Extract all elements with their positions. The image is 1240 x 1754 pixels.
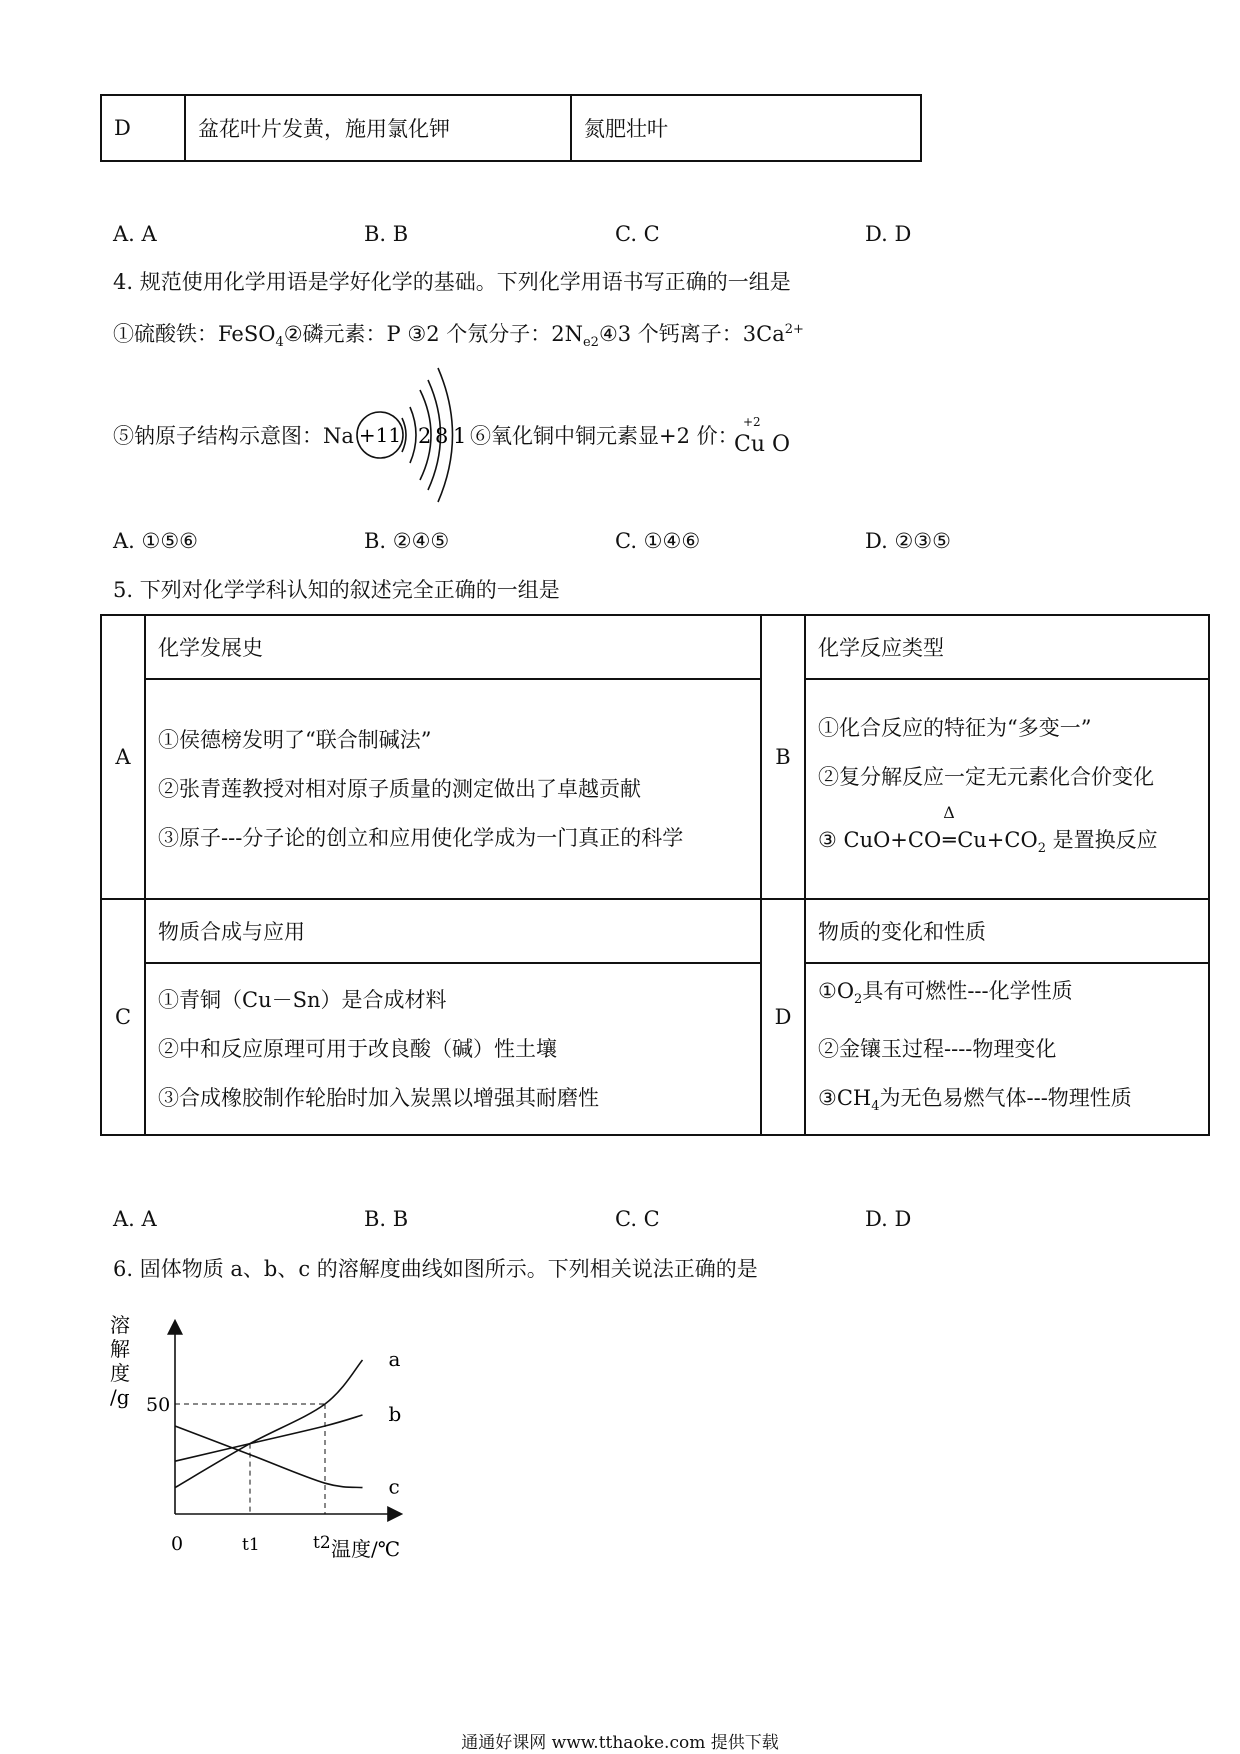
q4-item-4-sup: 2+ [784, 322, 804, 337]
q4-item-1: ①硫酸铁：FeSO [113, 322, 276, 346]
q5-a-item-2: ②张青莲教授对相对原子质量的测定做出了卓越贡献 [158, 776, 641, 801]
q5-d-item-3 [818, 1074, 1196, 1131]
shell-count-3: 1 [453, 424, 467, 448]
q4-item-2-3: ②磷元素：P ③2 个氖分子：2N [283, 322, 583, 346]
solubility-chart [108, 1300, 428, 1585]
curve-b [175, 1415, 363, 1461]
q5-option-c[interactable]: C. C [615, 1207, 660, 1231]
q5-b-item-3-sub: 2 [1037, 841, 1046, 857]
curve-label-a: a [388, 1347, 401, 1371]
q5-d-item-1-pre: ①O [818, 979, 855, 1004]
q5-a-item-1: ①侯德榜发明了“联合制碱法” [158, 727, 432, 752]
q3-row-reason: 氮肥壮叶 [571, 95, 921, 161]
q5-table [100, 614, 1210, 1136]
y-axis-label-0: 溶 [110, 1313, 130, 1337]
q5-a-item-3: ③原子---分子论的创立和应用使化学成为一门真正的科学 [158, 825, 684, 850]
shell-count-1: 2 [418, 424, 432, 448]
q4-stem: 4. 规范使用化学用语是学好化学的基础。下列化学用语书写正确的一组是 [113, 270, 791, 294]
q3-option-a[interactable]: A. A [113, 222, 157, 246]
q5-b-item-3-pre: ③ CuO+CO [818, 828, 942, 853]
curve-label-c: c [388, 1474, 400, 1499]
q5-b-header: 化学反应类型 [805, 615, 1209, 679]
q4-line1 [113, 316, 804, 357]
q3-option-b[interactable]: B. B [364, 222, 409, 246]
q5-d-item-3-sub: 4 [871, 1098, 880, 1114]
q4-item-1-sub: 4 [275, 335, 284, 351]
curve-label-b: b [388, 1402, 402, 1426]
q5-b-item-1: ①化合反应的特征为“多变一” [818, 716, 1092, 741]
q5-c-header: 物质合成与应用 [145, 899, 761, 963]
q5-a-header: 化学发展史 [145, 615, 761, 679]
q3-option-d[interactable]: D. D [865, 222, 912, 246]
q5-option-a[interactable]: A. A [113, 1207, 157, 1231]
q5-b-body [805, 679, 1209, 899]
q5-option-b[interactable]: B. B [364, 1207, 409, 1231]
q5-c-item-1: ①青铜（Cu－Sn）是合成材料 [158, 987, 447, 1012]
q4-option-b[interactable]: B. ②④⑤ [364, 529, 450, 553]
q4-cuo-formula: Cu O [734, 432, 791, 457]
q3-row-letter: D [101, 95, 185, 161]
q5-d-item-1-sub: 2 [854, 992, 863, 1008]
q5-a-body [145, 679, 761, 899]
q5-c-letter: C [101, 899, 145, 1135]
q5-c-item-3: ③合成橡胶制作轮胎时加入炭黑以增强其耐磨性 [158, 1085, 599, 1110]
shell-count-2: 8 [435, 424, 449, 448]
q5-b-item-3 [818, 803, 1196, 873]
heat-condition: Δ [943, 803, 955, 823]
page-footer: 通通好课网 www.tthaoke.com 提供下载 [461, 1733, 779, 1753]
q3-option-c[interactable]: C. C [615, 222, 660, 246]
q5-d-item-1-post: 具有可燃性---化学性质 [862, 979, 1073, 1004]
x-tick-t2: t2 [313, 1533, 331, 1553]
y-tick-50: 50 [146, 1394, 171, 1416]
q5-d-header: 物质的变化和性质 [805, 899, 1209, 963]
x-axis-label: 温度/℃ [331, 1537, 401, 1561]
q4-item-4: ④3 个钙离子：3Ca [598, 322, 785, 346]
q5-b-item-3-post: 是置换反应 [1045, 828, 1158, 853]
q5-d-body [805, 963, 1209, 1135]
q4-item-6-label: ⑥氧化铜中铜元素显+2 价： [470, 424, 739, 448]
nucleus-charge: +11 [358, 423, 402, 447]
q5-d-letter: D [761, 899, 805, 1135]
q4-item-3-sub: e2 [582, 335, 599, 351]
q3-table-row-d [100, 94, 922, 162]
q5-b-item-2: ②复分解反应一定无元素化合价变化 [818, 765, 1154, 790]
q5-b-item-3-mid: Cu+CO [957, 828, 1038, 853]
q5-option-d[interactable]: D. D [865, 1207, 912, 1231]
q5-c-body [145, 963, 761, 1135]
q5-stem: 5. 下列对化学学科认知的叙述完全正确的一组是 [113, 578, 560, 602]
curve-c [175, 1426, 363, 1488]
q3-row-case: 盆花叶片发黄，施用氯化钾 [185, 95, 571, 161]
y-axis-label-3: /g [110, 1385, 130, 1409]
q4-option-a[interactable]: A. ①⑤⑥ [113, 529, 198, 553]
q6-stem: 6. 固体物质 a、b、c 的溶解度曲线如图所示。下列相关说法正确的是 [113, 1257, 758, 1281]
q4-valence-mark: +2 [743, 415, 761, 429]
sodium-atom-diagram [350, 360, 470, 508]
shell-arc-1b [410, 407, 416, 463]
q5-b-letter: B [761, 615, 805, 899]
q5-a-letter: A [101, 615, 145, 899]
y-axis-label-2: 度 [110, 1361, 130, 1385]
q4-item-5-label: ⑤钠原子结构示意图：Na [113, 424, 354, 448]
q4-option-c[interactable]: C. ①④⑥ [615, 529, 701, 553]
q5-d-item-1 [818, 967, 1196, 1024]
q5-c-item-2: ②中和反应原理可用于改良酸（碱）性土壤 [158, 1036, 557, 1061]
q5-d-item-3-pre: ③CH [818, 1085, 872, 1110]
y-axis-label-1: 解 [110, 1337, 130, 1361]
origin-label: 0 [171, 1533, 184, 1555]
q5-d-item-3-post: 为无色易燃气体---物理性质 [879, 1085, 1132, 1110]
q4-option-d[interactable]: D. ②③⑤ [865, 529, 951, 553]
x-tick-t1: t1 [242, 1535, 260, 1555]
reaction-arrow: Δ ═ [941, 816, 957, 865]
q5-d-item-2: ②金镶玉过程----物理变化 [818, 1036, 1057, 1061]
